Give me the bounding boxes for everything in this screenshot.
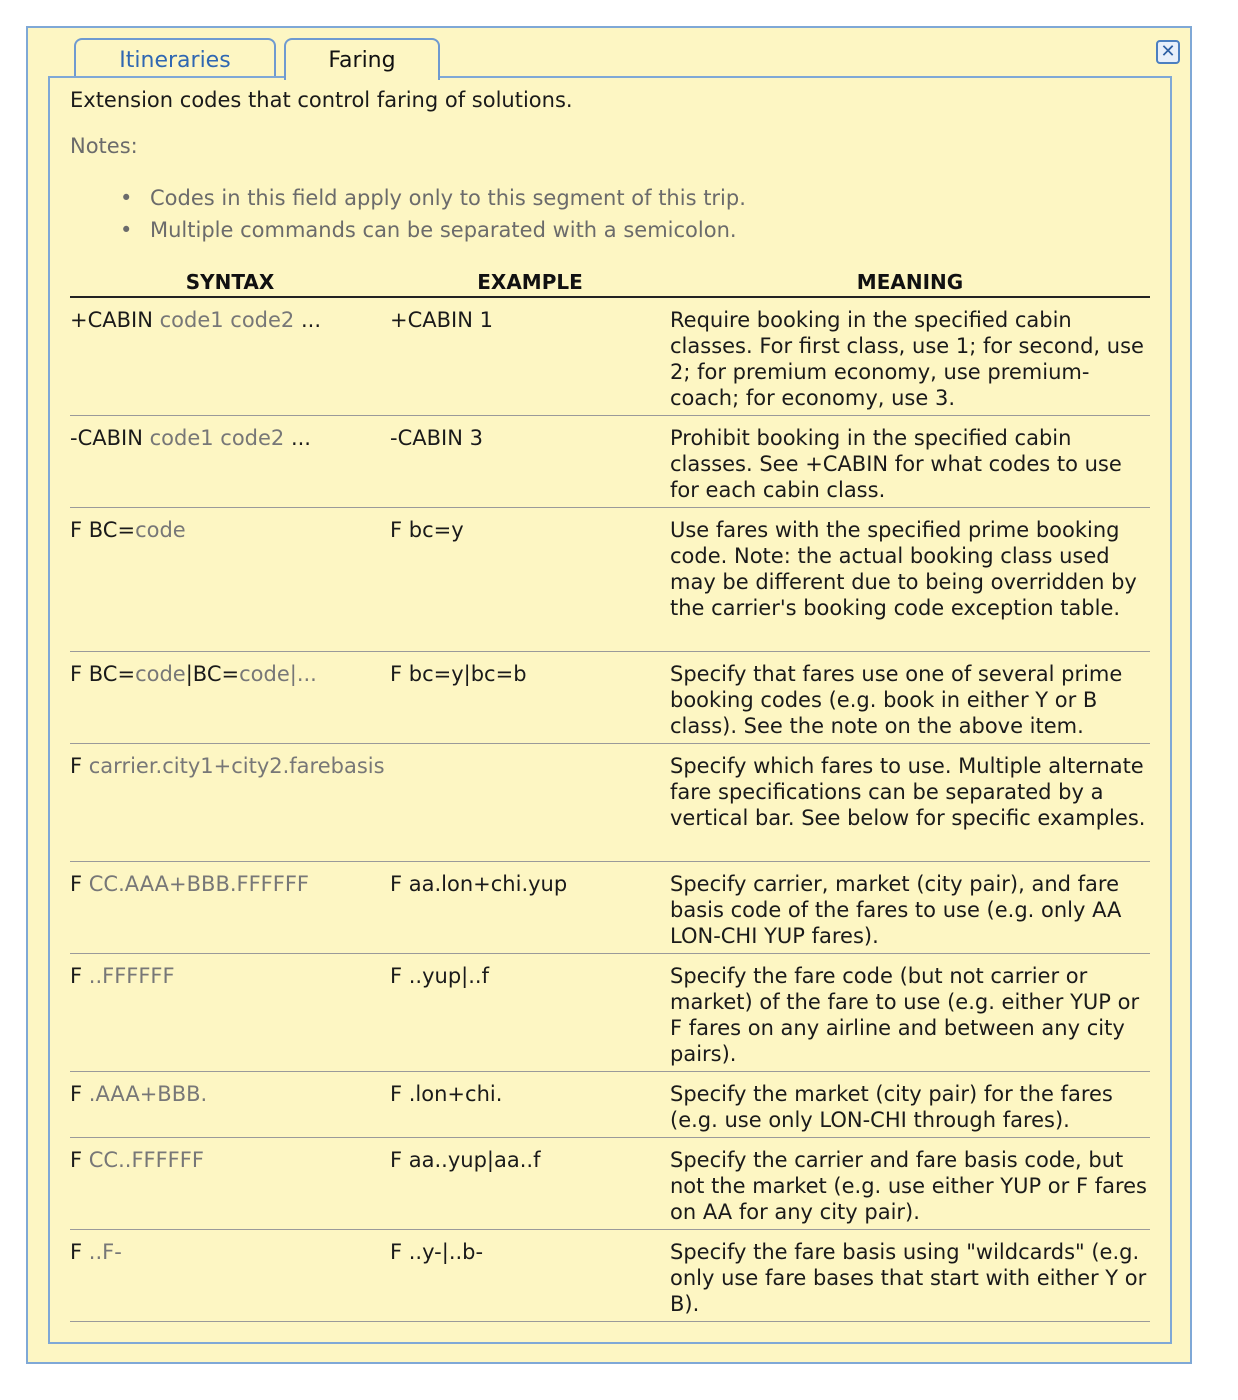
column-header-meaning: MEANING bbox=[856, 270, 964, 294]
syntax-placeholder: ..FFFFFF bbox=[88, 964, 175, 988]
syntax-cell bbox=[70, 1239, 390, 1265]
table-row bbox=[70, 1230, 1150, 1322]
syntax-cell bbox=[70, 963, 390, 989]
table-row bbox=[70, 954, 1150, 1072]
column-header-syntax: SYNTAX bbox=[185, 270, 275, 294]
table-row bbox=[70, 298, 1150, 416]
syntax-cell bbox=[70, 517, 390, 543]
syntax-literal: F bbox=[70, 1240, 89, 1264]
syntax-placeholder: code bbox=[135, 662, 186, 686]
syntax-cell bbox=[70, 1147, 390, 1173]
table-row bbox=[70, 652, 1150, 744]
syntax-cell bbox=[70, 871, 390, 897]
example-cell: -CABIN 3 bbox=[390, 426, 483, 450]
example-cell: F .lon+chi. bbox=[390, 1082, 503, 1106]
table-row bbox=[70, 416, 1150, 508]
syntax-placeholder: CC..FFFFFF bbox=[88, 1148, 204, 1172]
example-cell: F aa..yup|aa..f bbox=[390, 1148, 541, 1172]
notes-label: Notes: bbox=[70, 134, 138, 158]
example-cell: F bc=y bbox=[390, 518, 464, 542]
meaning-cell: Specify which fares to use. Multiple alternate fare specifications can be separated by a vertical bar. See below for specific examples. bbox=[670, 754, 1146, 830]
meaning-cell: Prohibit booking in the specified cabin classes. See +CABIN for what codes to use for each cabin class. bbox=[670, 426, 1122, 502]
meaning-cell: Specify the fare code (but not carrier or market) of the fare to use (e.g. either YUP or F fares on any airline and between any city pairs). bbox=[670, 964, 1140, 1066]
meaning-cell: Specify the carrier and fare basis code, but not the market (e.g. use either YUP or F fares on AA for any city pair). bbox=[670, 1148, 1147, 1224]
table-row bbox=[70, 1138, 1150, 1230]
column-header-example: EXAMPLE bbox=[477, 270, 583, 294]
example-cell: F ..y-|..b- bbox=[390, 1240, 484, 1264]
syntax-placeholder: code|... bbox=[239, 662, 317, 686]
syntax-literal: F bbox=[70, 1082, 89, 1106]
syntax-cell bbox=[70, 753, 670, 779]
syntax-literal: -CABIN bbox=[70, 426, 150, 450]
syntax-cell bbox=[70, 307, 390, 333]
syntax-cell bbox=[70, 661, 390, 687]
meaning-cell: Specify that fares use one of several prime booking codes (e.g. book in either Y or B class). See the note on the above item. bbox=[670, 662, 1123, 738]
meaning-cell: Require booking in the specified cabin classes. For first class, use 1; for second, use 2; for premium economy, use premium-coach; for economy, use 3. bbox=[670, 308, 1144, 410]
meaning-cell: Specify the market (city pair) for the fares (e.g. use only LON-CHI through fares). bbox=[670, 1082, 1113, 1132]
syntax-literal: F bbox=[70, 1148, 89, 1172]
table-row bbox=[70, 508, 1150, 652]
table-row bbox=[70, 744, 1150, 862]
syntax-literal: F bbox=[70, 964, 89, 988]
syntax-literal: +CABIN bbox=[70, 308, 160, 332]
syntax-placeholder: code1 code2 bbox=[149, 426, 285, 450]
meaning-cell: Specify carrier, market (city pair), and fare basis code of the fares to use (e.g. only AA LON-CHI YUP fares). bbox=[670, 872, 1122, 948]
syntax-literal: ... bbox=[294, 308, 321, 332]
notes-list bbox=[120, 182, 746, 246]
syntax-literal: |BC= bbox=[185, 662, 240, 686]
note-item: • Multiple commands can be separated with a semicolon. bbox=[120, 214, 746, 246]
example-cell: F ..yup|..f bbox=[390, 964, 489, 988]
meaning-cell: Use fares with the specified prime booking code. Note: the actual booking class used may be different due to being overridden by the carrier's booking code exception table. bbox=[670, 518, 1137, 620]
table-row bbox=[70, 1072, 1150, 1138]
example-cell: +CABIN 1 bbox=[390, 308, 493, 332]
syntax-literal: F bbox=[70, 872, 89, 896]
example-cell: F aa.lon+chi.yup bbox=[390, 872, 568, 896]
example-cell: F bc=y|bc=b bbox=[390, 662, 527, 686]
syntax-literal: F BC= bbox=[70, 662, 136, 686]
syntax-placeholder: CC.AAA+BBB.FFFFFF bbox=[88, 872, 309, 896]
note-item: • Codes in this field apply only to this segment of this trip. bbox=[120, 182, 746, 214]
tab-faring[interactable]: Faring bbox=[284, 38, 440, 80]
syntax-placeholder: code1 code2 bbox=[159, 308, 295, 332]
syntax-placeholder: .AAA+BBB. bbox=[88, 1082, 208, 1106]
syntax-placeholder: code bbox=[135, 518, 186, 542]
table-row bbox=[70, 862, 1150, 954]
tab-itineraries[interactable]: Itineraries bbox=[74, 38, 276, 78]
syntax-literal: F bbox=[70, 754, 89, 778]
intro-text: Extension codes that control faring of solutions. bbox=[70, 88, 573, 112]
syntax-cell bbox=[70, 425, 390, 451]
syntax-literal: F BC= bbox=[70, 518, 136, 542]
syntax-placeholder: carrier.city1+city2.farebasis bbox=[88, 754, 385, 778]
syntax-cell bbox=[70, 1081, 390, 1107]
syntax-literal: ... bbox=[284, 426, 311, 450]
syntax-placeholder: ..F- bbox=[88, 1240, 122, 1264]
close-icon[interactable]: ✕ bbox=[1156, 40, 1180, 64]
meaning-cell: Specify the fare basis using "wildcards" (e.g. only use fare bases that start with either Y or B). bbox=[670, 1240, 1147, 1316]
